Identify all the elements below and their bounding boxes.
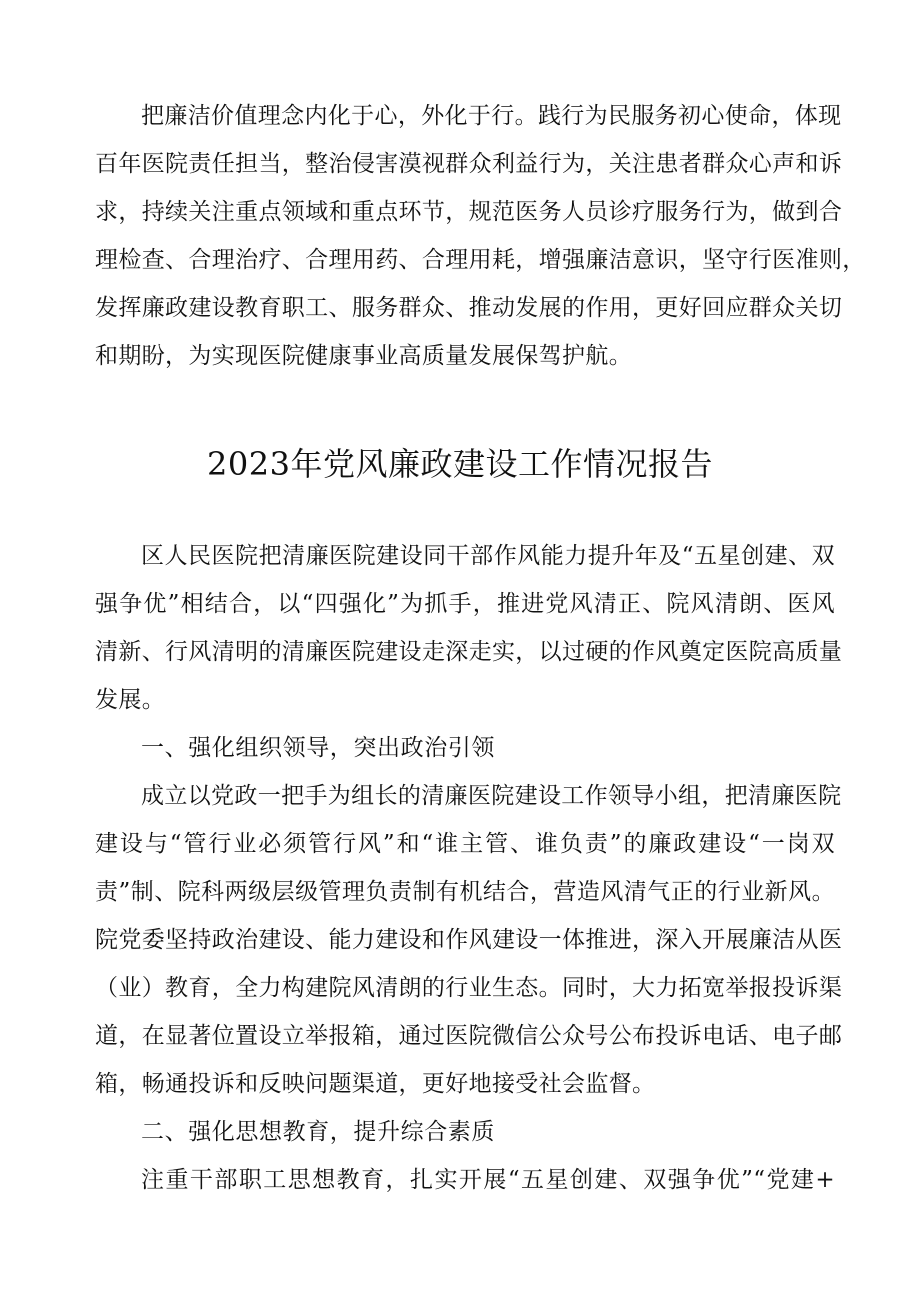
- opening-paragraph-line: 区人民医院把清廉医院建设同干部作风能力提升年及“五星创建、双: [141, 543, 835, 569]
- section-heading-2: 二、强化思想教育，提升综合素质: [141, 1119, 495, 1145]
- opening-paragraph-line: 清新、行风清明的清廉医院建设走深走实，以过硬的作风奠定医院高质量: [95, 639, 843, 665]
- opening-paragraph-line: 发展。: [95, 687, 166, 713]
- section1-paragraph-line: 建设与“管行业必须管行风”和“谁主管、谁负责”的廉政建设“一岗双: [95, 831, 835, 857]
- section1-paragraph-line: 院党委坚持政治建设、能力建设和作风建设一体推进，深入开展廉洁从医: [95, 927, 843, 953]
- section1-paragraph-line: 责”制、院科两级层级管理负责制有机结合，营造风清气正的行业新风。: [95, 879, 835, 905]
- intro-paragraph-line: 把廉洁价值理念内化于心，外化于行。践行为民服务初心使命，体现: [141, 103, 842, 129]
- section1-paragraph-line: 道，在显著位置设立举报箱，通过医院微信公众号公布投诉电话、电子邮: [95, 1023, 843, 1049]
- intro-paragraph-line: 求，持续关注重点领域和重点环节，规范医务人员诊疗服务行为，做到合: [95, 199, 843, 225]
- intro-paragraph-line: 百年医院责任担当，整治侵害漠视群众利益行为，关注患者群众心声和诉: [95, 151, 843, 177]
- section2-paragraph-line: 注重干部职工思想教育，扎实开展“五星创建、双强争优”“党建+: [141, 1167, 835, 1193]
- opening-paragraph-line: 强争优”相结合，以“四强化”为抓手，推进党风清正、院风清朗、医风: [95, 591, 835, 617]
- section-heading-1: 一、强化组织领导，突出政治引领: [141, 735, 495, 761]
- intro-paragraph-line: 发挥廉政建设教育职工、服务群众、推动发展的作用，更好回应群众关切: [95, 295, 843, 321]
- section1-paragraph-line: 成立以党政一把手为组长的清廉医院建设工作领导小组，把清廉医院: [141, 783, 842, 809]
- report-title: 2023年党风廉政建设工作情况报告: [207, 445, 713, 483]
- intro-paragraph-line: 和期盼，为实现医院健康事业高质量发展保驾护航。: [95, 343, 633, 369]
- section1-paragraph-line: 箱，畅通投诉和反映问题渠道，更好地接受社会监督。: [95, 1071, 656, 1097]
- section1-paragraph-line: （业）教育，全力构建院风清朗的行业生态。同时，大力拓宽举报投诉渠: [95, 975, 843, 1001]
- intro-paragraph-line: 理检查、合理治疗、合理用药、合理用耗，增强廉洁意识，坚守行医准则，: [95, 247, 866, 273]
